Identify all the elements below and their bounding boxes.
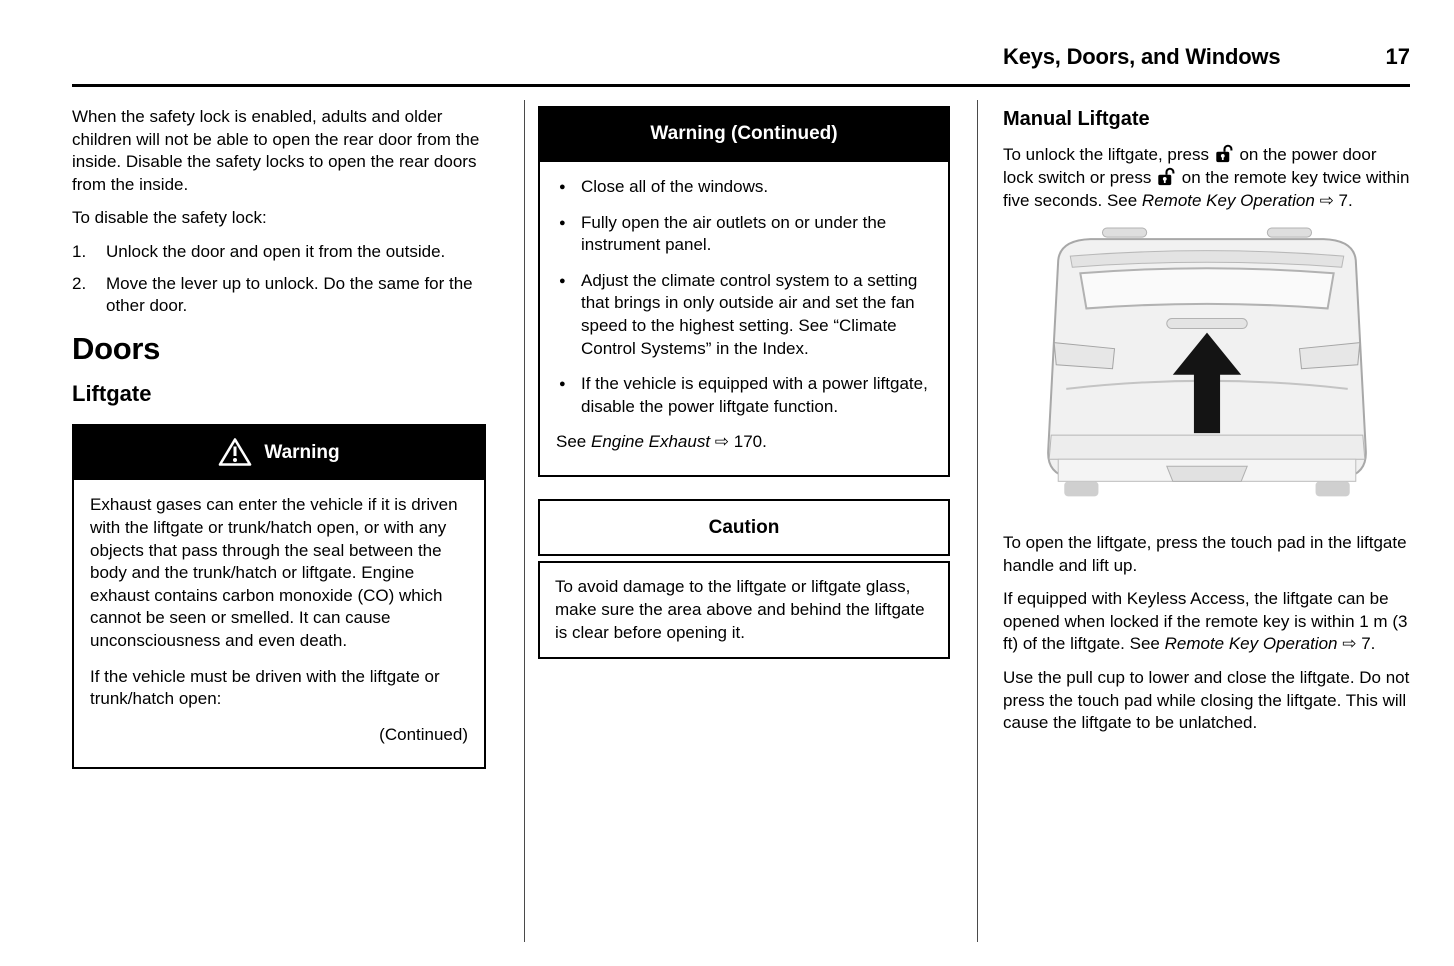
paragraph-keyless-access <box>1003 588 1411 656</box>
warning-continued-header <box>538 106 950 162</box>
warning-continued-box <box>538 106 950 477</box>
text-segment: on the remote key twice within five seconds. See <box>1003 168 1410 210</box>
cross-reference-page: 170. <box>733 432 767 452</box>
unlock-padlock-icon <box>1215 143 1234 164</box>
list-item <box>72 241 486 264</box>
bullet-item: ● If the vehicle is equipped with a power liftgate, disable the power liftgate function. <box>556 373 932 418</box>
page-link-arrow-icon: ⇨ <box>714 432 734 452</box>
list-item-number: 1. <box>72 242 87 262</box>
bullet-item: ● Adjust the climate control system to a setting that brings in only outside air and set the fan speed to the highest setting. See “Climate Control Systems” in the Index. <box>556 270 932 360</box>
continued-label: (Continued) <box>379 724 468 744</box>
warning-triangle-icon <box>218 437 252 467</box>
cross-reference-title: Remote Key Operation <box>1164 634 1343 654</box>
cross-reference-title: Engine Exhaust <box>590 432 715 452</box>
text-segment: If equipped with Keyless Access, the liftgate can be opened when locked if the remote key is within 1 m (3 ft) of the liftgate. See <box>1003 589 1408 654</box>
paragraph-safety-lock: When the safety lock is enabled, adults and older children will not be able to open the rear door from the inside. Disable the safety locks to open the rear doors from the inside. <box>72 107 480 194</box>
column-divider-2 <box>977 100 978 942</box>
cross-reference-engine-exhaust <box>556 431 932 454</box>
paragraph-unlock-liftgate <box>1003 143 1411 213</box>
cross-reference-page: 7. <box>1338 190 1353 210</box>
text-segment: To unlock the liftgate, press <box>1003 144 1214 164</box>
header-rule <box>72 84 1410 87</box>
page-header <box>1003 44 1410 70</box>
page-link-arrow-icon: ⇨ <box>1319 190 1339 210</box>
warning-bullet-list <box>556 176 932 418</box>
warning-continued-title: Warning (Continued) <box>650 123 838 145</box>
column-middle <box>538 106 950 659</box>
warning-continued-body <box>538 162 950 477</box>
vehicle-rear-liftgate-illustration <box>1016 224 1398 516</box>
caution-box <box>538 499 950 659</box>
list-item-number: 2. <box>72 273 87 293</box>
cross-reference-title: Remote Key Operation <box>1141 190 1320 210</box>
list-item <box>72 273 486 318</box>
column-left <box>72 106 486 769</box>
subsection-heading-manual-liftgate: Manual Liftgate <box>1003 108 1150 130</box>
list-item-text: Unlock the door and open it from the outside. <box>106 242 446 262</box>
bullet-item: ● Close all of the windows. <box>556 176 932 199</box>
paragraph-disable-intro: To disable the safety lock: <box>72 208 267 228</box>
paragraph-pull-cup: Use the pull cup to lower and close the liftgate. Do not press the touch pad while closing the liftgate. This will cause the liftgate to be unlatched. <box>1003 667 1410 733</box>
column-divider-1 <box>524 100 525 942</box>
subsection-heading-liftgate: Liftgate <box>72 381 152 407</box>
text-segment: on the power door lock switch or press <box>1003 144 1377 188</box>
warning-text-1: Exhaust gases can enter the vehicle if it is driven with the liftgate or trunk/hatch open, or with any objects that pass through the seal between the body and the trunk/hatch or liftgate. Engine exhaust contains carbon monoxide (CO) which cannot be seen or smelled. It can cause unconsciousness and even death. <box>90 495 458 650</box>
bullet-item: ● Fully open the air outlets on or under the instrument panel. <box>556 212 932 257</box>
warning-box <box>72 424 486 769</box>
warning-text-2: If the vehicle must be driven with the liftgate or trunk/hatch open: <box>90 666 440 709</box>
paragraph-open-liftgate: To open the liftgate, press the touch pad in the liftgate handle and lift up. <box>1003 532 1407 575</box>
section-heading-doors: Doors <box>72 330 161 366</box>
column-right <box>1003 106 1411 746</box>
ordered-list-disable-steps <box>72 241 486 318</box>
warning-title: Warning <box>264 441 340 463</box>
caution-body: To avoid damage to the liftgate or liftgate glass, make sure the area above and behind the liftgate is clear before opening it. <box>538 561 950 659</box>
page-number: 17 <box>1385 44 1410 69</box>
warning-box-header <box>72 424 486 480</box>
caution-title: Caution <box>538 499 950 556</box>
page-link-arrow-icon: ⇨ <box>1342 634 1362 654</box>
cross-reference-page: 7. <box>1361 634 1376 654</box>
unlock-padlock-icon <box>1157 166 1176 187</box>
warning-box-body <box>72 480 486 769</box>
list-item-text: Move the lever up to unlock. Do the same for the other door. <box>106 273 473 316</box>
cross-reference-prefix: See <box>556 432 591 452</box>
page-title: Keys, Doors, and Windows <box>1003 44 1281 69</box>
